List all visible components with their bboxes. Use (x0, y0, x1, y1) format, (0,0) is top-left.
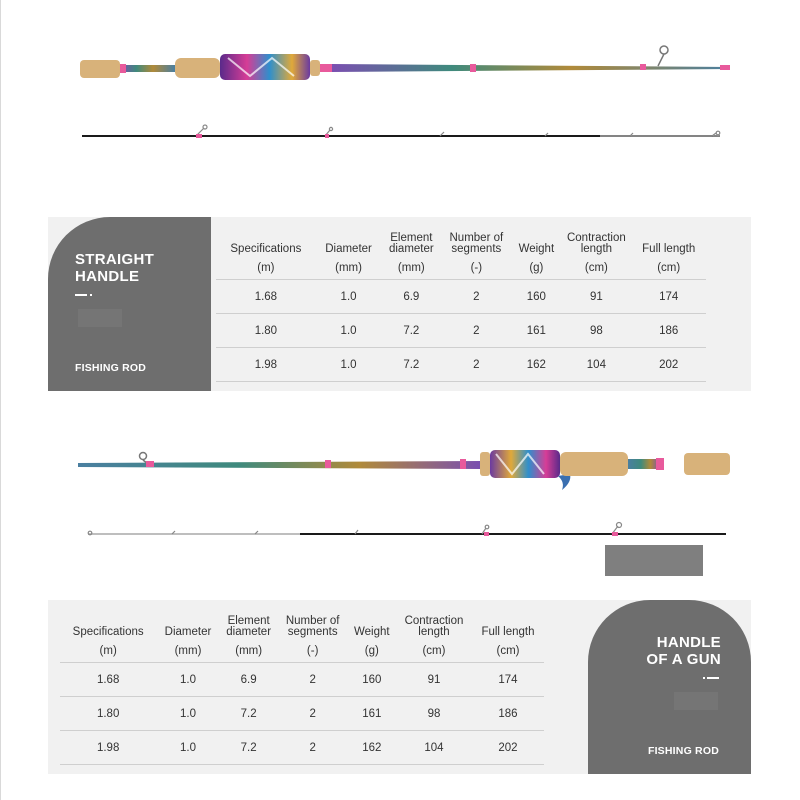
table-cell: 1.0 (156, 731, 219, 765)
gray-placeholder-box (605, 545, 703, 576)
straight-handle-title-line1: STRAIGHT (75, 251, 155, 268)
table-cell: 7.2 (220, 697, 278, 731)
table-cell: 160 (348, 663, 396, 697)
rod-guide (140, 453, 147, 460)
gun-handle-label-block (588, 600, 751, 774)
table-cell: 160 (511, 280, 561, 314)
table-cell: 91 (561, 280, 631, 314)
table-cell: 6.9 (220, 663, 278, 697)
table-row (60, 697, 544, 731)
table-cell: 174 (472, 663, 544, 697)
faded-mark (674, 692, 718, 710)
straight-handle-title (75, 251, 154, 285)
front-cork-grip (175, 58, 220, 78)
gun-handle-spec-table (60, 608, 544, 765)
table-cell: 1.98 (216, 348, 316, 382)
table-cell: 1.0 (156, 663, 219, 697)
header-contraction-length: Contraction length (566, 232, 626, 255)
header-element-diameter: Element diameter (388, 232, 434, 255)
table-cell: 202 (631, 348, 706, 382)
title-dash (75, 294, 87, 296)
unit-weight: (g) (511, 257, 561, 280)
title-dash (707, 677, 719, 679)
unit-specifications: (m) (60, 640, 156, 663)
gun-handle-title-line2: OF A GUN (646, 651, 721, 668)
unit-contraction-length: (cm) (561, 257, 631, 280)
header-full-length: Full length (642, 243, 696, 255)
header-diameter: Diameter (164, 626, 212, 638)
table-cell: 91 (396, 663, 472, 697)
table-cell: 161 (348, 697, 396, 731)
rear-cork-grip (684, 453, 730, 475)
header-full-length: Full length (481, 626, 535, 638)
table-cell: 1.98 (60, 731, 156, 765)
unit-weight: (g) (348, 640, 396, 663)
table-cell: 2 (441, 280, 511, 314)
table-cell: 161 (511, 314, 561, 348)
unit-diameter: (mm) (316, 257, 382, 280)
reel-seat (490, 450, 560, 478)
table-cell: 1.68 (60, 663, 156, 697)
table-cell: 1.0 (316, 314, 382, 348)
table-cell: 7.2 (381, 348, 441, 382)
table-cell: 2 (441, 314, 511, 348)
gun-handle-subtitle: FISHING ROD (647, 745, 719, 757)
straight-handle-tip-image (0, 122, 800, 142)
gun-handle-title-line1: HANDLE (656, 634, 721, 651)
table-cell: 1.80 (60, 697, 156, 731)
table-cell: 174 (631, 280, 706, 314)
table-cell: 2 (278, 731, 348, 765)
table-cell: 6.9 (381, 280, 441, 314)
rear-cork-grip (80, 60, 120, 78)
table-cell: 2 (441, 348, 511, 382)
table-cell: 98 (396, 697, 472, 731)
table-cell: 162 (511, 348, 561, 382)
front-cork-grip (560, 452, 628, 476)
trigger (558, 474, 570, 490)
table-cell: 1.68 (216, 280, 316, 314)
unit-number-of-segments: (-) (441, 257, 511, 280)
unit-contraction-length: (cm) (396, 640, 472, 663)
gun-handle-tip-image (0, 520, 800, 544)
title-dot (703, 677, 705, 679)
table-cell: 7.2 (381, 314, 441, 348)
unit-diameter: (mm) (156, 640, 219, 663)
straight-handle-rod-image (0, 40, 800, 90)
rod-blank (78, 461, 480, 469)
straight-handle-spec-table (216, 225, 706, 382)
table-cell: 1.0 (316, 348, 382, 382)
unit-full-length: (cm) (472, 640, 544, 663)
header-specifications: Specifications (72, 626, 144, 638)
faded-mark (78, 309, 122, 327)
unit-element-diameter: (mm) (381, 257, 441, 280)
header-element-diameter: Element diameter (226, 615, 272, 638)
rod-guide (660, 46, 668, 54)
unit-element-diameter: (mm) (220, 640, 278, 663)
table-row (216, 348, 706, 382)
table-row (216, 280, 706, 314)
unit-number-of-segments: (-) (278, 640, 348, 663)
table-cell: 202 (472, 731, 544, 765)
table-row (216, 314, 706, 348)
table-cell: 2 (278, 697, 348, 731)
header-number-of-segments: Number of segments (285, 615, 340, 638)
table-cell: 104 (561, 348, 631, 382)
header-weight: Weight (518, 243, 555, 255)
table-cell: 2 (278, 663, 348, 697)
header-diameter: Diameter (325, 243, 372, 255)
table-cell: 1.0 (156, 697, 219, 731)
unit-specifications: (m) (216, 257, 316, 280)
table-cell: 162 (348, 731, 396, 765)
table-cell: 7.2 (220, 731, 278, 765)
title-dot (90, 294, 92, 296)
header-number-of-segments: Number of segments (449, 232, 504, 255)
rod-blank (332, 64, 730, 72)
header-contraction-length: Contraction length (404, 615, 464, 638)
table-cell: 1.0 (316, 280, 382, 314)
table-cell: 186 (631, 314, 706, 348)
straight-handle-title-line2: HANDLE (75, 268, 140, 285)
table-cell: 1.80 (216, 314, 316, 348)
gun-handle-title (646, 634, 721, 668)
table-row (60, 663, 544, 697)
straight-handle-label-block (48, 217, 211, 391)
gun-handle-spec-panel (48, 600, 751, 774)
gun-handle-rod-image (0, 440, 800, 490)
unit-full-length: (cm) (631, 257, 706, 280)
header-specifications: Specifications (230, 243, 302, 255)
table-cell: 98 (561, 314, 631, 348)
table-row (60, 731, 544, 765)
straight-handle-spec-panel (48, 217, 751, 391)
straight-handle-subtitle: FISHING ROD (75, 362, 147, 374)
page-left-rule (0, 0, 1, 800)
table-cell: 186 (472, 697, 544, 731)
table-cell: 104 (396, 731, 472, 765)
reel-seat (220, 54, 310, 80)
header-weight: Weight (354, 626, 390, 638)
